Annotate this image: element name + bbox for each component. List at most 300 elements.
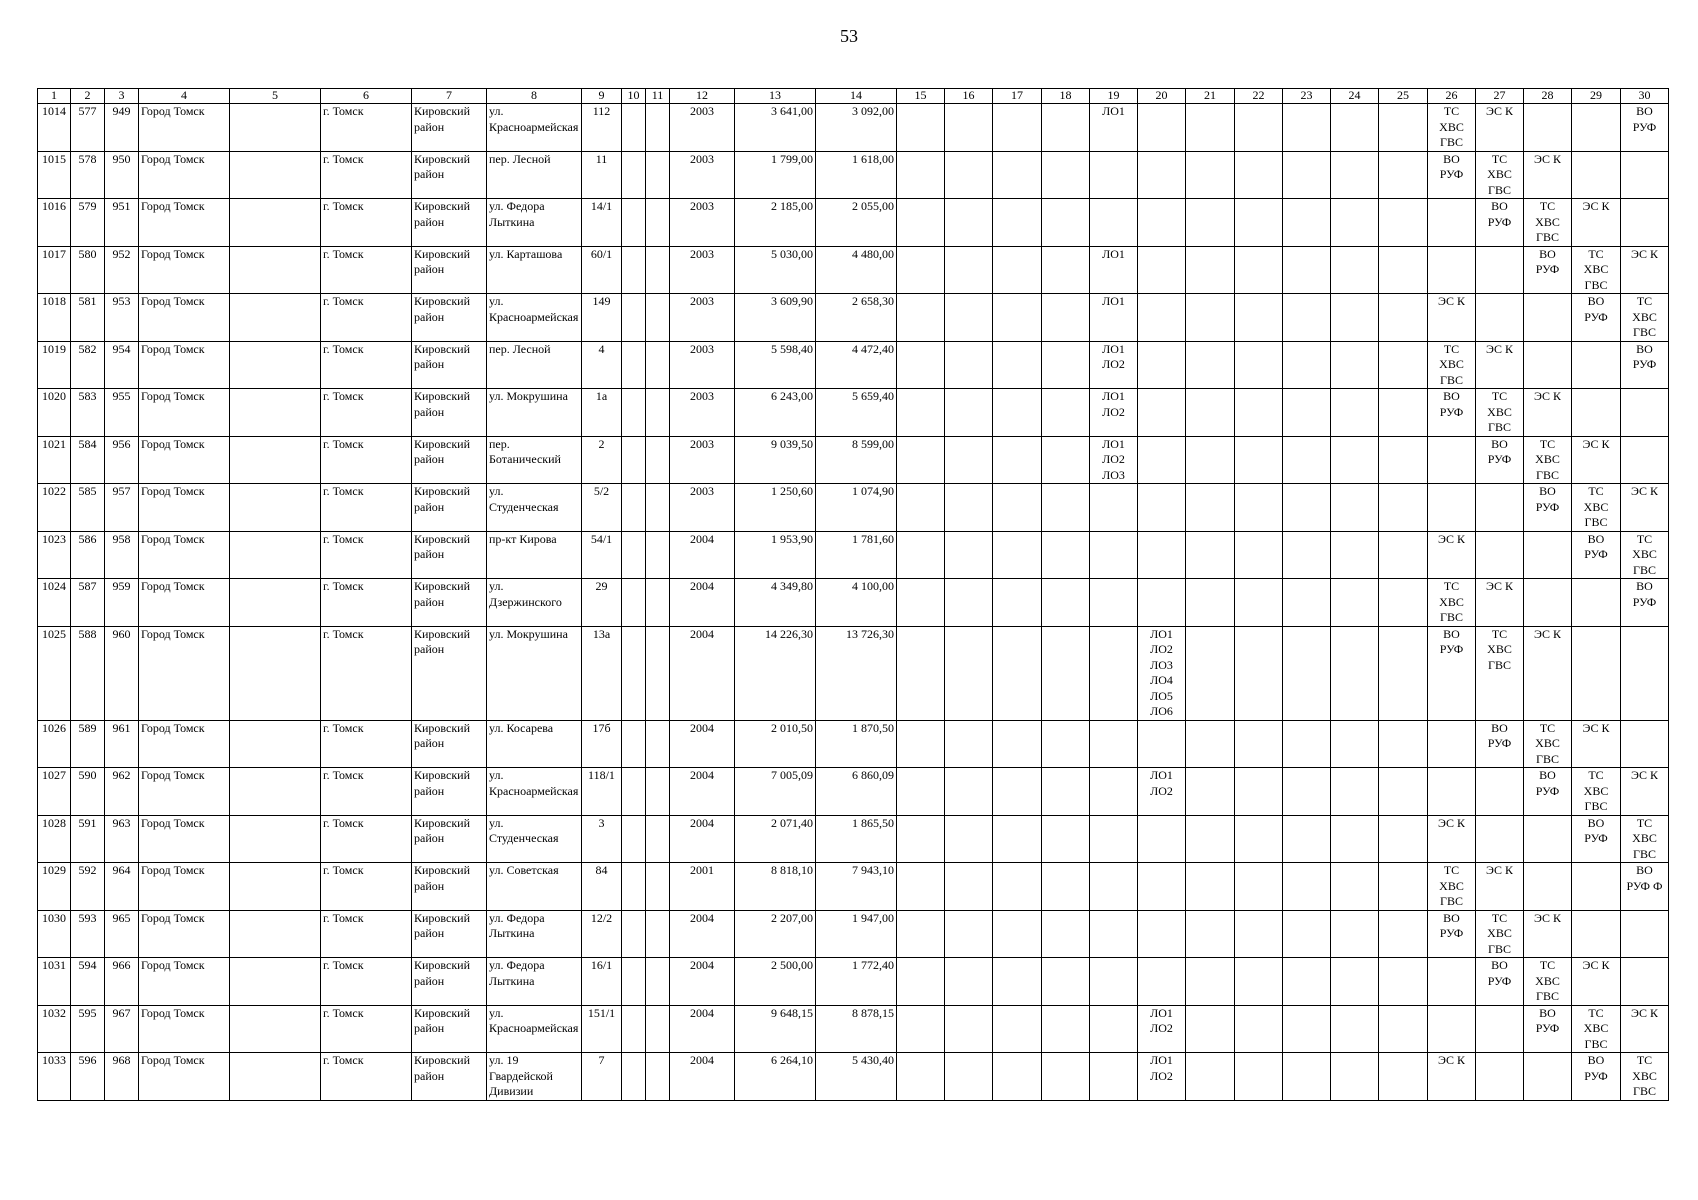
table-cell: ВО РУФ bbox=[1621, 341, 1669, 389]
table-cell bbox=[897, 199, 945, 247]
table-cell: ТС ХВС ГВС bbox=[1476, 626, 1524, 720]
table-cell bbox=[1138, 389, 1186, 437]
table-cell: ЭС К bbox=[1476, 863, 1524, 911]
table-cell: Кировский район bbox=[412, 863, 487, 911]
table-cell: 967 bbox=[105, 1005, 139, 1053]
table-cell bbox=[1235, 294, 1283, 342]
table-cell: 2004 bbox=[670, 531, 735, 579]
table-cell: Город Томск bbox=[139, 720, 230, 768]
table-cell: 962 bbox=[105, 768, 139, 816]
table-cell: ТС ХВС ГВС bbox=[1572, 246, 1621, 294]
table-cell bbox=[1042, 626, 1090, 720]
table-cell bbox=[945, 815, 993, 863]
table-cell bbox=[1331, 531, 1379, 579]
table-cell bbox=[1428, 1005, 1476, 1053]
table-cell: 578 bbox=[71, 151, 105, 199]
column-header: 24 bbox=[1331, 89, 1379, 104]
table-cell bbox=[230, 1005, 321, 1053]
table-cell bbox=[897, 151, 945, 199]
table-cell bbox=[1235, 768, 1283, 816]
table-cell bbox=[945, 436, 993, 484]
table-cell: ЭС К bbox=[1621, 246, 1669, 294]
table-cell bbox=[1379, 294, 1428, 342]
table-cell: г. Томск bbox=[321, 199, 412, 247]
table-cell bbox=[1186, 436, 1235, 484]
column-header: 18 bbox=[1042, 89, 1090, 104]
table-cell: ул. Федора Лыткина bbox=[487, 958, 582, 1006]
table-cell: 1 781,60 bbox=[816, 531, 897, 579]
table-cell: 2003 bbox=[670, 151, 735, 199]
table-cell: 2 658,30 bbox=[816, 294, 897, 342]
table-cell: ул. Мокрушина bbox=[487, 389, 582, 437]
table-cell: 14 226,30 bbox=[735, 626, 816, 720]
table-cell: 29 bbox=[582, 579, 622, 627]
table-cell: Кировский район bbox=[412, 389, 487, 437]
table-cell: ЭС К bbox=[1524, 626, 1572, 720]
table-cell: 588 bbox=[71, 626, 105, 720]
table-cell bbox=[622, 151, 646, 199]
table-cell bbox=[1186, 199, 1235, 247]
table-cell: 3 bbox=[582, 815, 622, 863]
table-cell bbox=[993, 958, 1042, 1006]
table-cell bbox=[230, 626, 321, 720]
table-cell bbox=[1283, 389, 1331, 437]
table-cell bbox=[1572, 910, 1621, 958]
table-cell: 2004 bbox=[670, 958, 735, 1006]
table-cell bbox=[1572, 389, 1621, 437]
table-cell bbox=[646, 104, 670, 152]
table-cell: 1029 bbox=[38, 863, 71, 911]
table-cell bbox=[1042, 341, 1090, 389]
table-cell bbox=[1090, 910, 1138, 958]
table-cell bbox=[1428, 768, 1476, 816]
table-cell bbox=[1186, 626, 1235, 720]
table-cell bbox=[1428, 958, 1476, 1006]
table-cell: 1023 bbox=[38, 531, 71, 579]
table-cell: Кировский район bbox=[412, 626, 487, 720]
table-cell: 1033 bbox=[38, 1053, 71, 1101]
table-cell bbox=[230, 720, 321, 768]
table-cell bbox=[1235, 104, 1283, 152]
table-cell bbox=[945, 151, 993, 199]
table-cell: ТС ХВС ГВС bbox=[1572, 768, 1621, 816]
table-cell bbox=[622, 294, 646, 342]
table-cell: ВО РУФ bbox=[1524, 246, 1572, 294]
column-header: 8 bbox=[487, 89, 582, 104]
column-header: 27 bbox=[1476, 89, 1524, 104]
table-cell: 580 bbox=[71, 246, 105, 294]
table-cell: ТС ХВС ГВС bbox=[1428, 341, 1476, 389]
table-cell: г. Томск bbox=[321, 246, 412, 294]
table-cell: 2003 bbox=[670, 389, 735, 437]
table-cell bbox=[1331, 863, 1379, 911]
table-cell bbox=[993, 579, 1042, 627]
column-header: 6 bbox=[321, 89, 412, 104]
table-row bbox=[38, 1053, 1669, 1101]
table-cell: 1 772,40 bbox=[816, 958, 897, 1006]
table-cell: ул. Федора Лыткина bbox=[487, 910, 582, 958]
table-cell bbox=[1572, 151, 1621, 199]
table-cell bbox=[993, 626, 1042, 720]
table-cell bbox=[1090, 1005, 1138, 1053]
table-cell: Кировский район bbox=[412, 199, 487, 247]
table-cell: ЭС К bbox=[1621, 768, 1669, 816]
table-cell: 2004 bbox=[670, 1053, 735, 1101]
table-cell: Город Томск bbox=[139, 199, 230, 247]
table-cell bbox=[1235, 626, 1283, 720]
table-cell: Кировский район bbox=[412, 958, 487, 1006]
table-cell: 8 599,00 bbox=[816, 436, 897, 484]
table-cell bbox=[1090, 863, 1138, 911]
table-cell: 951 bbox=[105, 199, 139, 247]
table-cell bbox=[1186, 246, 1235, 294]
table-cell: 1027 bbox=[38, 768, 71, 816]
table-cell bbox=[622, 1005, 646, 1053]
table-cell: ЭС К bbox=[1428, 294, 1476, 342]
table-cell bbox=[646, 151, 670, 199]
table-row bbox=[38, 246, 1669, 294]
table-cell: ЛО1 ЛО2 bbox=[1138, 768, 1186, 816]
table-cell bbox=[1379, 436, 1428, 484]
table-cell bbox=[1138, 341, 1186, 389]
table-cell: ЛО1 bbox=[1090, 246, 1138, 294]
table-cell: Кировский район bbox=[412, 341, 487, 389]
table-cell: 6 243,00 bbox=[735, 389, 816, 437]
table-cell bbox=[622, 104, 646, 152]
table-cell: ТС ХВС ГВС bbox=[1476, 910, 1524, 958]
table-cell bbox=[1090, 484, 1138, 532]
table-cell bbox=[897, 815, 945, 863]
table-cell bbox=[646, 294, 670, 342]
table-cell bbox=[1283, 958, 1331, 1006]
table-cell: ТС ХВС ГВС bbox=[1621, 531, 1669, 579]
table-cell: Город Томск bbox=[139, 958, 230, 1006]
table-cell: Город Томск bbox=[139, 626, 230, 720]
table-cell: г. Томск bbox=[321, 958, 412, 1006]
table-cell bbox=[993, 720, 1042, 768]
table-cell: 149 bbox=[582, 294, 622, 342]
table-cell: 590 bbox=[71, 768, 105, 816]
table-cell: Город Томск bbox=[139, 579, 230, 627]
table-cell bbox=[1235, 1053, 1283, 1101]
table-cell bbox=[945, 199, 993, 247]
table-cell: 84 bbox=[582, 863, 622, 911]
table-cell bbox=[1186, 341, 1235, 389]
table-cell: 577 bbox=[71, 104, 105, 152]
table-cell: 1 953,90 bbox=[735, 531, 816, 579]
table-cell: ЛО1 ЛО2 bbox=[1138, 1053, 1186, 1101]
table-cell bbox=[1331, 151, 1379, 199]
table-cell bbox=[1283, 815, 1331, 863]
table-cell bbox=[1428, 484, 1476, 532]
table-cell: г. Томск bbox=[321, 389, 412, 437]
column-header: 12 bbox=[670, 89, 735, 104]
table-cell bbox=[945, 1005, 993, 1053]
table-cell bbox=[1476, 815, 1524, 863]
table-cell: ул. Карташова bbox=[487, 246, 582, 294]
table-cell: ТС ХВС ГВС bbox=[1572, 484, 1621, 532]
table-cell bbox=[1138, 436, 1186, 484]
table-cell bbox=[1138, 531, 1186, 579]
table-cell: 7 943,10 bbox=[816, 863, 897, 911]
table-cell bbox=[230, 768, 321, 816]
table-cell bbox=[993, 151, 1042, 199]
table-cell: 5 659,40 bbox=[816, 389, 897, 437]
table-cell: 964 bbox=[105, 863, 139, 911]
table-cell bbox=[1331, 389, 1379, 437]
table-cell bbox=[1331, 484, 1379, 532]
table-cell: ЭС К bbox=[1572, 720, 1621, 768]
table-cell bbox=[1379, 389, 1428, 437]
table-cell: Город Томск bbox=[139, 389, 230, 437]
table-cell: пер. Лесной bbox=[487, 341, 582, 389]
table-cell bbox=[1621, 436, 1669, 484]
table-cell: Город Томск bbox=[139, 294, 230, 342]
table-cell bbox=[1331, 1053, 1379, 1101]
table-cell: ВО РУФ bbox=[1572, 294, 1621, 342]
table-cell: г. Томск bbox=[321, 484, 412, 532]
table-cell bbox=[230, 579, 321, 627]
table-cell bbox=[1572, 341, 1621, 389]
table-cell: ЭС К bbox=[1524, 151, 1572, 199]
table-cell: 1 870,50 bbox=[816, 720, 897, 768]
table-cell bbox=[646, 815, 670, 863]
table-cell: ТС ХВС ГВС bbox=[1621, 1053, 1669, 1101]
table-cell bbox=[945, 768, 993, 816]
table-cell: 17б bbox=[582, 720, 622, 768]
table-cell bbox=[1235, 910, 1283, 958]
table-cell: 14/1 bbox=[582, 199, 622, 247]
table-cell: Кировский район bbox=[412, 531, 487, 579]
table-cell: 8 878,15 bbox=[816, 1005, 897, 1053]
table-cell bbox=[622, 484, 646, 532]
table-row bbox=[38, 815, 1669, 863]
table-cell bbox=[897, 294, 945, 342]
table-row bbox=[38, 294, 1669, 342]
table-cell bbox=[1283, 531, 1331, 579]
column-header: 21 bbox=[1186, 89, 1235, 104]
table-cell bbox=[1283, 151, 1331, 199]
table-cell: 5 598,40 bbox=[735, 341, 816, 389]
column-header: 23 bbox=[1283, 89, 1331, 104]
table-cell: г. Томск bbox=[321, 768, 412, 816]
table-cell bbox=[1476, 484, 1524, 532]
table-cell: 1028 bbox=[38, 815, 71, 863]
table-cell bbox=[1331, 341, 1379, 389]
table-cell: 1 074,90 bbox=[816, 484, 897, 532]
table-cell: 3 641,00 bbox=[735, 104, 816, 152]
column-header: 10 bbox=[622, 89, 646, 104]
table-cell bbox=[897, 341, 945, 389]
table-cell bbox=[230, 958, 321, 1006]
table-cell bbox=[646, 199, 670, 247]
table-cell bbox=[1042, 815, 1090, 863]
table-cell bbox=[1042, 151, 1090, 199]
table-cell: ЭС К bbox=[1621, 1005, 1669, 1053]
table-cell: 957 bbox=[105, 484, 139, 532]
table-cell: 1 250,60 bbox=[735, 484, 816, 532]
table-cell bbox=[1379, 768, 1428, 816]
table-cell: ТС ХВС ГВС bbox=[1476, 389, 1524, 437]
table-cell: ВО РУФ bbox=[1621, 579, 1669, 627]
table-cell bbox=[993, 436, 1042, 484]
table-cell: 2003 bbox=[670, 341, 735, 389]
table-row bbox=[38, 1005, 1669, 1053]
table-cell bbox=[1235, 1005, 1283, 1053]
table-cell bbox=[945, 958, 993, 1006]
column-header: 26 bbox=[1428, 89, 1476, 104]
table-cell bbox=[1138, 720, 1186, 768]
table-cell bbox=[1283, 341, 1331, 389]
table-row bbox=[38, 484, 1669, 532]
table-cell: 2004 bbox=[670, 579, 735, 627]
table-cell: ТС ХВС ГВС bbox=[1621, 815, 1669, 863]
table-cell: 2003 bbox=[670, 436, 735, 484]
table-cell: ВО РУФ bbox=[1476, 720, 1524, 768]
table-cell bbox=[1138, 484, 1186, 532]
table-cell: Город Томск bbox=[139, 910, 230, 958]
table-cell: ул. Красноармейская bbox=[487, 104, 582, 152]
table-cell bbox=[1331, 720, 1379, 768]
table-cell bbox=[1042, 579, 1090, 627]
table-cell bbox=[1283, 863, 1331, 911]
table-cell bbox=[1331, 1005, 1379, 1053]
table-cell bbox=[230, 815, 321, 863]
table-cell bbox=[1476, 1053, 1524, 1101]
table-cell bbox=[1331, 815, 1379, 863]
table-cell: 11 bbox=[582, 151, 622, 199]
table-cell bbox=[230, 199, 321, 247]
table-cell bbox=[1090, 720, 1138, 768]
table-cell: 2 010,50 bbox=[735, 720, 816, 768]
table-cell: ЭС К bbox=[1572, 199, 1621, 247]
table-cell bbox=[622, 436, 646, 484]
table-cell bbox=[993, 531, 1042, 579]
table-cell bbox=[1379, 199, 1428, 247]
column-header: 9 bbox=[582, 89, 622, 104]
table-cell bbox=[1524, 579, 1572, 627]
table-row bbox=[38, 768, 1669, 816]
column-header: 25 bbox=[1379, 89, 1428, 104]
table-cell bbox=[1621, 389, 1669, 437]
table-cell: ул. Красноармейская bbox=[487, 1005, 582, 1053]
table-cell bbox=[945, 1053, 993, 1101]
table-cell: ВО РУФ bbox=[1524, 484, 1572, 532]
table-cell bbox=[1138, 863, 1186, 911]
table-cell: ТС ХВС ГВС bbox=[1476, 151, 1524, 199]
table-cell bbox=[945, 910, 993, 958]
table-cell: г. Томск bbox=[321, 720, 412, 768]
table-cell: 593 bbox=[71, 910, 105, 958]
table-cell: ул. Федора Лыткина bbox=[487, 199, 582, 247]
table-cell bbox=[1235, 720, 1283, 768]
table-cell: 595 bbox=[71, 1005, 105, 1053]
table-cell: ЛО1 ЛО2 ЛО3 ЛО4 ЛО5 ЛО6 bbox=[1138, 626, 1186, 720]
table-cell: 2004 bbox=[670, 626, 735, 720]
table-cell: 1017 bbox=[38, 246, 71, 294]
table-cell: 1а bbox=[582, 389, 622, 437]
table-cell: 586 bbox=[71, 531, 105, 579]
table-cell: 12/2 bbox=[582, 910, 622, 958]
table-cell bbox=[897, 1005, 945, 1053]
column-header: 2 bbox=[71, 89, 105, 104]
table-cell: ЛО1 bbox=[1090, 294, 1138, 342]
table-cell: ВО РУФ bbox=[1428, 626, 1476, 720]
table-cell bbox=[1186, 1005, 1235, 1053]
table-cell: ул. Студенческая bbox=[487, 815, 582, 863]
table-cell bbox=[897, 768, 945, 816]
table-cell bbox=[1379, 484, 1428, 532]
table-cell: 950 bbox=[105, 151, 139, 199]
table-cell bbox=[1283, 484, 1331, 532]
table-cell bbox=[993, 815, 1042, 863]
table-cell bbox=[1621, 958, 1669, 1006]
table-cell bbox=[1283, 199, 1331, 247]
table-cell: 54/1 bbox=[582, 531, 622, 579]
table-cell: 949 bbox=[105, 104, 139, 152]
table-cell bbox=[897, 246, 945, 294]
table-cell: пер. Лесной bbox=[487, 151, 582, 199]
table-cell: г. Томск bbox=[321, 910, 412, 958]
table-cell: ВО РУФ bbox=[1476, 199, 1524, 247]
table-cell bbox=[1235, 246, 1283, 294]
table-cell: 8 818,10 bbox=[735, 863, 816, 911]
table-cell: 954 bbox=[105, 341, 139, 389]
table-cell: 968 bbox=[105, 1053, 139, 1101]
table-cell bbox=[1186, 294, 1235, 342]
table-cell: Город Томск bbox=[139, 436, 230, 484]
table-row bbox=[38, 436, 1669, 484]
table-cell: 594 bbox=[71, 958, 105, 1006]
table-cell bbox=[897, 910, 945, 958]
table-cell: 1 799,00 bbox=[735, 151, 816, 199]
table-cell: Город Томск bbox=[139, 531, 230, 579]
table-cell bbox=[1042, 1005, 1090, 1053]
column-header: 17 bbox=[993, 89, 1042, 104]
table-cell bbox=[1524, 1053, 1572, 1101]
table-cell bbox=[622, 531, 646, 579]
table-cell bbox=[1379, 104, 1428, 152]
table-cell: 1021 bbox=[38, 436, 71, 484]
table-cell bbox=[1090, 626, 1138, 720]
table-cell bbox=[1235, 579, 1283, 627]
table-cell bbox=[993, 199, 1042, 247]
table-cell: ЭС К bbox=[1572, 958, 1621, 1006]
table-cell: 1 947,00 bbox=[816, 910, 897, 958]
table-cell bbox=[1138, 910, 1186, 958]
table-row bbox=[38, 863, 1669, 911]
column-header: 1 bbox=[38, 89, 71, 104]
table-cell: 2 207,00 bbox=[735, 910, 816, 958]
table-cell: Кировский район bbox=[412, 815, 487, 863]
table-cell bbox=[945, 863, 993, 911]
table-cell bbox=[1283, 579, 1331, 627]
page-number: 53 bbox=[840, 26, 858, 46]
column-header: 28 bbox=[1524, 89, 1572, 104]
table-cell bbox=[622, 246, 646, 294]
table-cell bbox=[1138, 199, 1186, 247]
table-cell: 1026 bbox=[38, 720, 71, 768]
table-cell bbox=[1379, 863, 1428, 911]
table-cell bbox=[1379, 1053, 1428, 1101]
table-cell: Кировский район bbox=[412, 484, 487, 532]
table-cell bbox=[945, 720, 993, 768]
table-cell: ВО РУФ bbox=[1476, 958, 1524, 1006]
table-cell: 5/2 bbox=[582, 484, 622, 532]
table-cell: 13а bbox=[582, 626, 622, 720]
table-cell: ЛО1 ЛО2 ЛО3 bbox=[1090, 436, 1138, 484]
table-cell bbox=[1524, 863, 1572, 911]
